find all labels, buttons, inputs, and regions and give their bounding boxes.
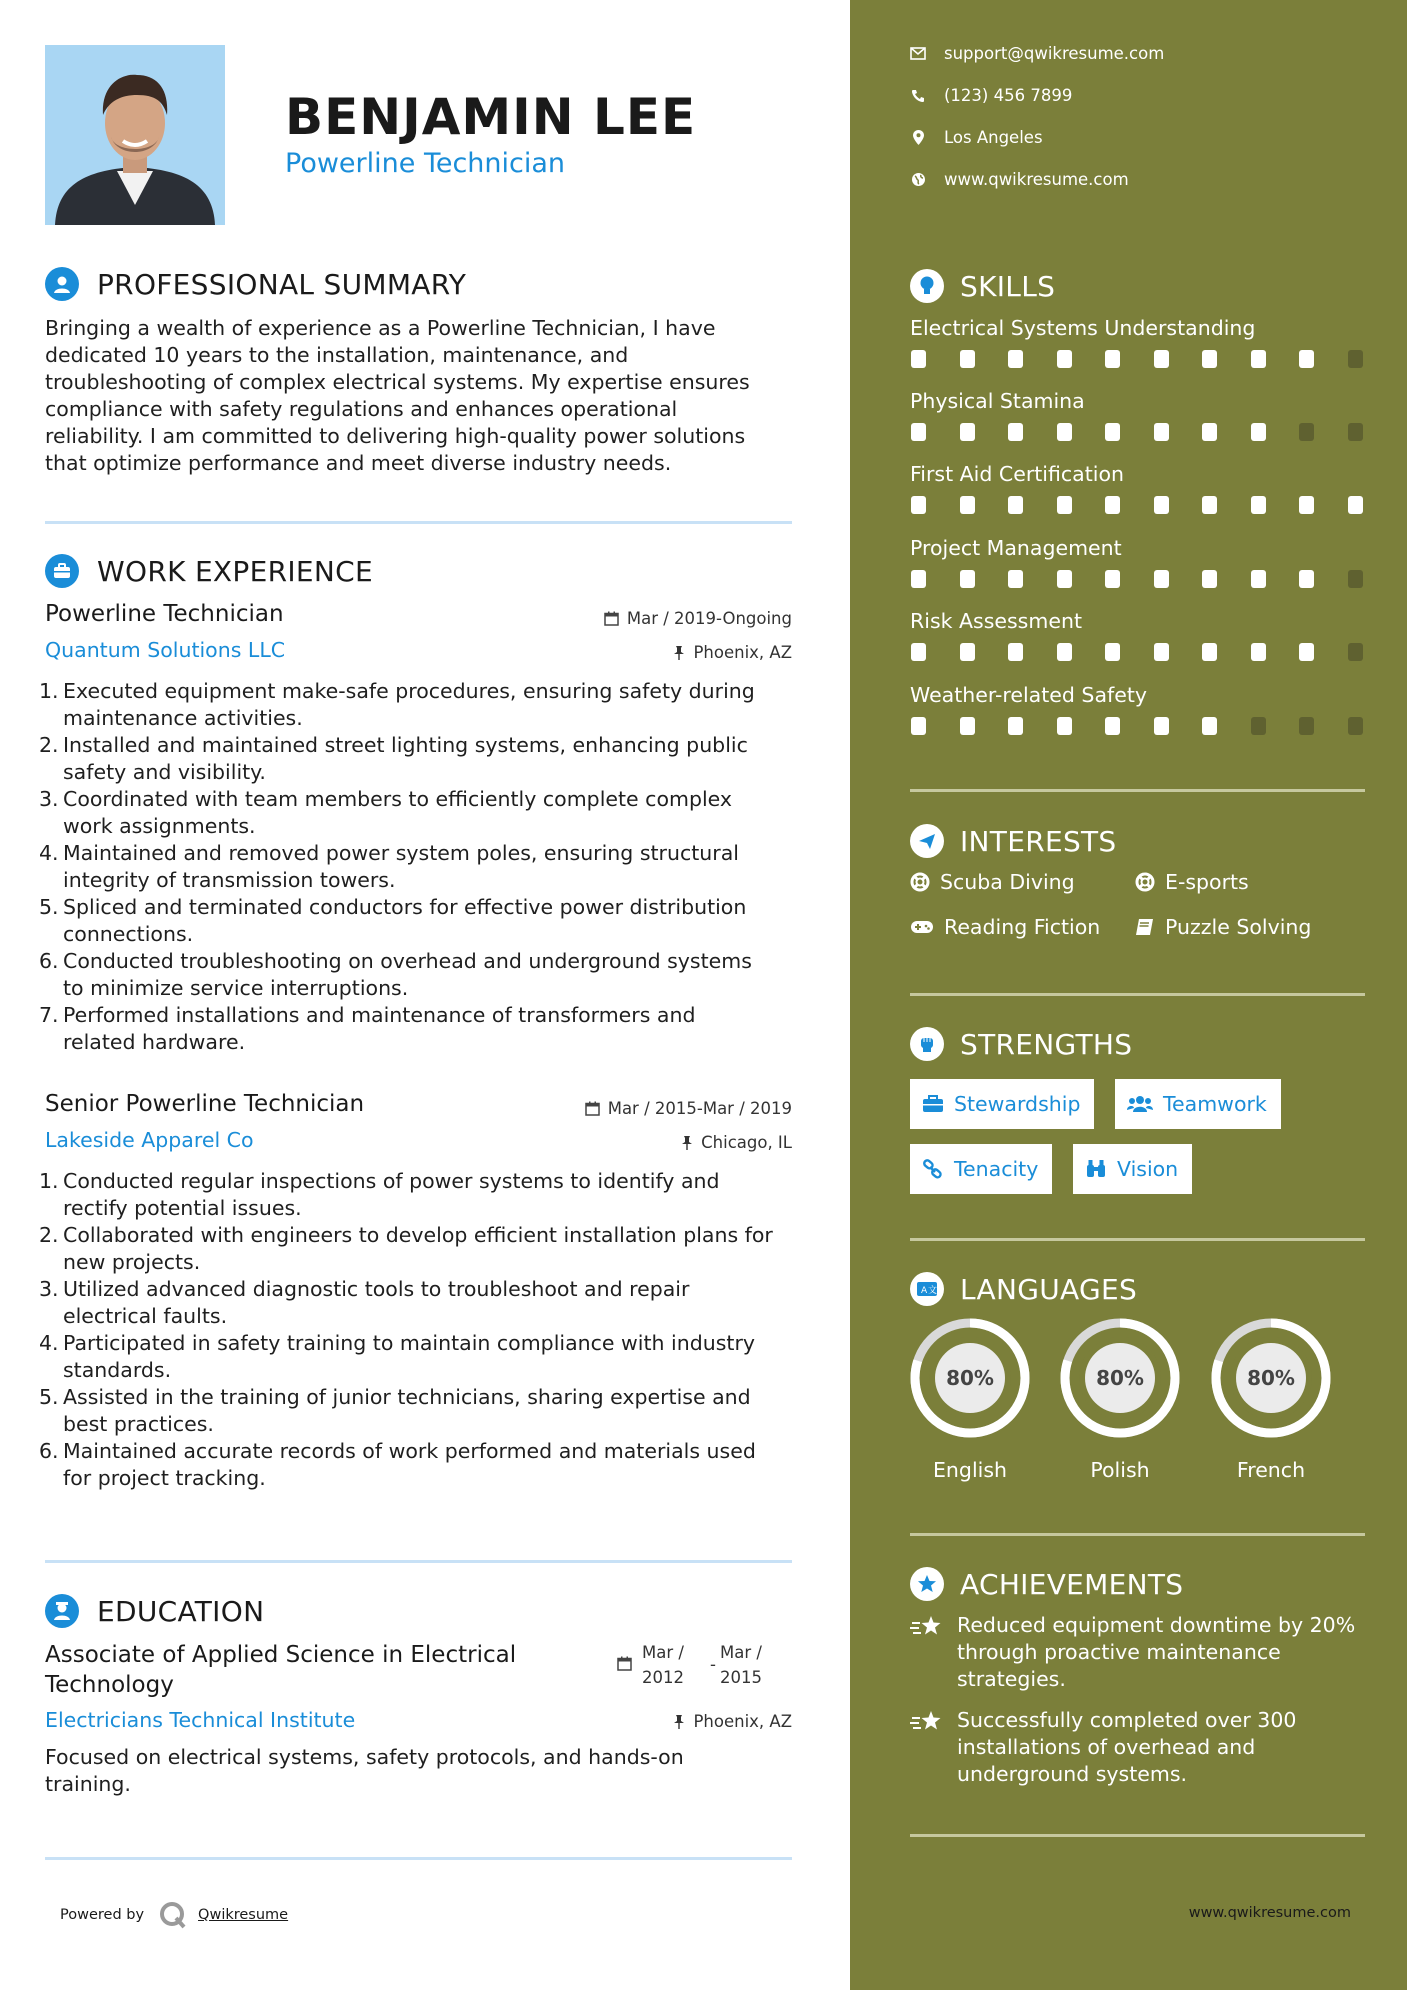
bullet-line: safety and visibility. [63, 760, 266, 784]
skill-item [910, 316, 1370, 340]
experience-title: WORK EXPERIENCE [97, 554, 373, 588]
strength-label: Tenacity [954, 1157, 1039, 1181]
skill-level-dot [1154, 350, 1169, 368]
skill-item [910, 389, 1370, 413]
skill-name: Physical Stamina [910, 389, 1085, 413]
skill-level-dot [1057, 570, 1072, 588]
achievements-title: ACHIEVEMENTS [960, 1567, 1184, 1601]
lifebuoy-icon [1135, 872, 1155, 892]
interest-item [910, 915, 1100, 939]
language-icon [910, 1272, 944, 1306]
strength-label: Teamwork [1163, 1092, 1267, 1116]
pin-icon [673, 645, 685, 660]
date-separator: - [710, 1655, 716, 1674]
map-marker-icon [910, 130, 926, 146]
summary-heading [45, 266, 466, 302]
skill-level-dot [1057, 643, 1072, 661]
bullet-line: Performed installations and maintenance of transformers and [63, 1003, 696, 1027]
skill-level-dot [911, 570, 926, 588]
skills-title: SKILLS [960, 269, 1056, 303]
skill-level-dot [960, 570, 975, 588]
list-item: 4. Maintained and removed power system poles, ensuring structural integrity of transmission towers. [39, 840, 799, 894]
divider [910, 1533, 1365, 1536]
lifebuoy-icon [910, 872, 930, 892]
skill-level [910, 423, 1370, 443]
bullet-line: best practices. [63, 1412, 214, 1436]
skill-level-dot [1057, 717, 1072, 735]
calendar-icon [617, 1656, 632, 1671]
strength-label: Stewardship [954, 1092, 1081, 1116]
contact-phone [910, 86, 1072, 105]
pin-icon [681, 1135, 693, 1150]
skill-level-dot [1202, 423, 1217, 441]
skill-name: Weather-related Safety [910, 683, 1148, 707]
school-name: Electricians Technical Institute [45, 1708, 356, 1732]
description-line: Focused on electrical systems, safety protocols, and hands-on [45, 1745, 684, 1769]
skill-level-dot [1057, 423, 1072, 441]
strength-badge [910, 1144, 1052, 1194]
summary-line: reliability. I am committed to delivering high-quality power solutions [45, 424, 746, 448]
list-item: 7. Performed installations and maintenance of transformers and related hardware. [39, 1002, 799, 1056]
skill-level-dot [1105, 423, 1120, 441]
bullet-line: to minimize service interruptions. [63, 976, 409, 1000]
list-item: 1. Executed equipment make-safe procedures, ensuring safety during maintenance activities. [39, 678, 799, 732]
education-dates [617, 1640, 762, 1690]
job-dates [585, 1099, 792, 1118]
education-end [720, 1640, 762, 1690]
skill-level [910, 717, 1370, 737]
bullet-line: Maintained and removed power system poles, ensuring structural [63, 841, 739, 865]
skills-heading [910, 269, 1055, 303]
divider [45, 1857, 792, 1860]
bullet-line: integrity of transmission towers. [63, 868, 396, 892]
achievement-line: Successfully completed over 300 [957, 1708, 1297, 1732]
bullet-line: Coordinated with team members to efficiently complete complex [63, 787, 733, 811]
users-icon [1127, 1095, 1153, 1113]
contact-location [910, 128, 1043, 147]
skill-level-dot [1105, 643, 1120, 661]
shooting-star-icon [910, 1614, 944, 1640]
bullet-line: connections. [63, 922, 194, 946]
achievement-item [910, 1612, 1380, 1693]
skill-level-dot [1251, 496, 1266, 514]
strengths-title: STRENGTHS [960, 1027, 1133, 1061]
language-progress-ring [1209, 1316, 1333, 1440]
achievement-text [910, 1707, 1380, 1788]
degree-line: Technology [45, 1672, 174, 1698]
gamepad-icon [910, 919, 934, 935]
skill-level-dot [911, 643, 926, 661]
bullet-line: Conducted regular inspections of power systems to identify and [63, 1169, 720, 1193]
svg-text:文: 文 [928, 1286, 938, 1296]
list-item: 1. Conducted regular inspections of power systems to identify and rectify potential issues. [39, 1168, 799, 1222]
job-location [673, 643, 792, 662]
contact-email-text[interactable]: support@qwikresume.com [944, 44, 1165, 63]
skill-level-dot [1348, 496, 1363, 514]
skill-level-dot [1348, 350, 1363, 368]
bullet-line: Conducted troubleshooting on overhead and underground systems [63, 949, 752, 973]
achievement-line: Reduced equipment downtime by 20% [957, 1613, 1356, 1637]
bullet-line: maintenance activities. [63, 706, 303, 730]
skill-level-dot [960, 717, 975, 735]
graduate-icon [45, 1594, 79, 1628]
bullet-line: Spliced and terminated conductors for effective power distribution [63, 895, 747, 919]
paper-plane-icon [910, 824, 944, 858]
fist-icon [910, 1027, 944, 1061]
skill-level [910, 643, 1370, 663]
pin-icon [673, 1714, 685, 1729]
bullet-line: related hardware. [63, 1030, 246, 1054]
language-progress-ring [1058, 1316, 1182, 1440]
interest-label: E-sports [1165, 870, 1249, 894]
bullet-line: Assisted in the training of junior technicians, sharing expertise and [63, 1385, 751, 1409]
divider [45, 1560, 792, 1563]
interest-label: Reading Fiction [944, 915, 1101, 939]
candidate-role: Powerline Technician [285, 148, 566, 179]
skill-name: First Aid Certification [910, 462, 1125, 486]
skill-level-dot [1008, 496, 1023, 514]
list-item: 4. Participated in safety training to maintain compliance with industry standards. [39, 1330, 799, 1384]
user-icon [45, 267, 79, 301]
strength-label: Vision [1117, 1157, 1179, 1181]
shooting-star-icon [910, 1709, 944, 1735]
summary-text [45, 315, 795, 477]
calendar-icon [604, 611, 619, 626]
achievement-line: underground systems. [957, 1762, 1188, 1786]
footer-url[interactable]: www.qwikresume.com [1188, 1905, 1351, 1921]
interest-item [910, 870, 1075, 894]
job-dates-text: Mar / 2015-Mar / 2019 [607, 1099, 792, 1118]
job-company: Lakeside Apparel Co [45, 1128, 254, 1152]
bullet-line: Utilized advanced diagnostic tools to troubleshoot and repair [63, 1277, 690, 1301]
skill-level-dot [1299, 643, 1314, 661]
skill-item [910, 683, 1370, 707]
skill-level-dot [1008, 643, 1023, 661]
skill-level-dot [911, 496, 926, 514]
achievements-heading [910, 1567, 1183, 1601]
list-item: 3. Coordinated with team members to efficiently complete complex work assignments. [39, 786, 799, 840]
skill-level-dot [1251, 350, 1266, 368]
job-bullets [39, 1168, 799, 1492]
skill-level-dot [1057, 350, 1072, 368]
lightbulb-icon [910, 269, 944, 303]
skill-level-dot [1154, 570, 1169, 588]
bullet-line: Collaborated with engineers to develop efficient installation plans for [63, 1223, 773, 1247]
skill-level-dot [960, 643, 975, 661]
phone-icon [910, 88, 926, 104]
skill-level-dot [1348, 717, 1363, 735]
interest-item [1135, 915, 1311, 939]
languages-heading [910, 1272, 1137, 1306]
education-description [45, 1744, 792, 1798]
envelope-icon [910, 46, 926, 62]
job-location-text: Chicago, IL [701, 1133, 792, 1152]
skill-level [910, 570, 1370, 590]
star-badge-icon [910, 1567, 944, 1601]
achievement-text [910, 1612, 1380, 1693]
date-part: Mar / [719, 1643, 762, 1662]
svg-text:A: A [921, 1286, 928, 1296]
education-location [673, 1712, 792, 1731]
skill-level-dot [1202, 643, 1217, 661]
skill-level-dot [1105, 350, 1120, 368]
education-heading [45, 1593, 264, 1629]
skill-level-dot [1299, 350, 1314, 368]
skill-level [910, 496, 1370, 516]
bullet-line: Participated in safety training to maintain compliance with industry [63, 1331, 756, 1355]
skill-level-dot [1299, 496, 1314, 514]
skill-level-dot [1348, 570, 1363, 588]
book-icon [1135, 917, 1155, 937]
interest-label: Puzzle Solving [1165, 915, 1312, 939]
job-dates-text: Mar / 2019-Ongoing [626, 609, 792, 628]
job-location [681, 1133, 792, 1152]
experience-heading [45, 553, 373, 589]
skill-level-dot [960, 423, 975, 441]
list-item: 2. Installed and maintained street lighting systems, enhancing public safety and visibility. [39, 732, 799, 786]
skill-level-dot [911, 423, 926, 441]
bullet-line: electrical faults. [63, 1304, 228, 1328]
skill-level-dot [1008, 717, 1023, 735]
skill-level-dot [1202, 350, 1217, 368]
education-location-text: Phoenix, AZ [693, 1712, 792, 1731]
job-title: Powerline Technician [45, 601, 284, 627]
summary-line: dedicated 10 years to the installation, maintenance, and [45, 343, 629, 367]
achievement-line: installations of overhead and [957, 1735, 1256, 1759]
skill-name: Project Management [910, 536, 1122, 560]
interest-item [1135, 870, 1249, 894]
bullet-line: work assignments. [63, 814, 256, 838]
skill-level-dot [960, 350, 975, 368]
language-percent: 80% [1096, 1366, 1144, 1390]
summary-line: Bringing a wealth of experience as a Powerline Technician, I have [45, 316, 716, 340]
achievement-item [910, 1707, 1380, 1788]
powered-by-label: Powered by [60, 1907, 145, 1923]
languages-title: LANGUAGES [960, 1272, 1138, 1306]
language-name: English [932, 1458, 1008, 1482]
skill-item [910, 536, 1370, 560]
contact-location-text: Los Angeles [944, 128, 1043, 147]
list-item: 6. Maintained accurate records of work performed and materials used for project tracking. [39, 1438, 799, 1492]
link-icon [922, 1159, 944, 1179]
skill-level-dot [1348, 423, 1363, 441]
achievement-line: strategies. [957, 1667, 1066, 1691]
list-item: 2. Collaborated with engineers to develop efficient installation plans for new projects. [39, 1222, 799, 1276]
divider [910, 1834, 1365, 1837]
summary-title: PROFESSIONAL SUMMARY [97, 267, 467, 301]
education-title: EDUCATION [97, 1594, 265, 1628]
skill-level-dot [1202, 496, 1217, 514]
summary-line: that optimize performance and meet diverse industry needs. [45, 451, 672, 475]
bullet-line: Maintained accurate records of work performed and materials used [63, 1439, 756, 1463]
candidate-name: BENJAMIN LEE [285, 88, 697, 146]
contact-phone-text: (123) 456 7899 [944, 86, 1073, 105]
globe-icon [910, 172, 926, 188]
bullet-line: standards. [63, 1358, 172, 1382]
skill-level-dot [911, 717, 926, 735]
job-bullets [39, 678, 799, 1056]
language-item [1209, 1316, 1333, 1482]
skill-level-dot [1251, 717, 1266, 735]
skill-level-dot [1202, 570, 1217, 588]
skill-level-dot [1105, 717, 1120, 735]
achievement-line: through proactive maintenance [957, 1640, 1281, 1664]
sidebar [850, 0, 1407, 1990]
skill-level [910, 350, 1370, 370]
summary-line: compliance with safety regulations and enhances operational [45, 397, 678, 421]
list-item: 3. Utilized advanced diagnostic tools to troubleshoot and repair electrical faults. [39, 1276, 799, 1330]
brand-link[interactable]: Qwikresume [198, 1907, 289, 1923]
skill-level-dot [1299, 423, 1314, 441]
job-company: Quantum Solutions LLC [45, 638, 286, 662]
skill-level-dot [960, 496, 975, 514]
skill-name: Risk Assessment [910, 609, 1082, 633]
job-location-text: Phoenix, AZ [693, 643, 792, 662]
bullet-line: for project tracking. [63, 1466, 266, 1490]
interests-title: INTERESTS [960, 824, 1117, 858]
summary-line: troubleshooting of complex electrical systems. My expertise ensures [45, 370, 750, 394]
degree-line: Associate of Applied Science in Electrical [45, 1642, 517, 1668]
skill-level-dot [1299, 570, 1314, 588]
skill-level-dot [1008, 350, 1023, 368]
date-part: 2012 [642, 1668, 684, 1687]
strength-badge [1073, 1144, 1192, 1194]
language-percent: 80% [1247, 1366, 1295, 1390]
contact-website-text[interactable]: www.qwikresume.com [944, 170, 1129, 189]
divider [910, 993, 1365, 996]
qwikresume-logo-icon [158, 1900, 188, 1930]
contact-website [910, 170, 1129, 189]
skill-level-dot [1251, 643, 1266, 661]
bullet-line: rectify potential issues. [63, 1196, 302, 1220]
skill-level-dot [1299, 717, 1314, 735]
language-item [1058, 1316, 1182, 1482]
language-name: Polish [1090, 1458, 1150, 1482]
divider [910, 1238, 1365, 1241]
date-part: Mar / [642, 1643, 684, 1662]
degree-title [45, 1640, 565, 1700]
bullet-line: Executed equipment make-safe procedures, ensuring safety during [63, 679, 755, 703]
skill-level-dot [1348, 643, 1363, 661]
divider [910, 789, 1365, 792]
job-dates [604, 609, 792, 628]
strengths-heading [910, 1027, 1132, 1061]
language-item [908, 1316, 1032, 1482]
skill-level-dot [1057, 496, 1072, 514]
skill-item [910, 462, 1370, 486]
language-percent: 80% [946, 1366, 994, 1390]
contact-email [910, 44, 1164, 63]
bullet-line: new projects. [63, 1250, 201, 1274]
strength-badge [1115, 1079, 1281, 1129]
skill-level-dot [1154, 496, 1169, 514]
profile-photo [45, 45, 225, 225]
powered-by [60, 1900, 288, 1930]
skill-level-dot [1154, 717, 1169, 735]
avatar [45, 45, 225, 225]
strength-badge [910, 1079, 1094, 1129]
bullet-line: Installed and maintained street lighting systems, enhancing public [63, 733, 748, 757]
divider [45, 521, 792, 524]
briefcase-icon [922, 1095, 944, 1113]
language-progress-ring [908, 1316, 1032, 1440]
skill-name: Electrical Systems Understanding [910, 316, 1256, 340]
list-item: 6. Conducted troubleshooting on overhead and underground systems to minimize service interruptions. [39, 948, 799, 1002]
date-part: 2015 [719, 1668, 762, 1687]
binoculars-icon [1085, 1159, 1107, 1179]
skill-level-dot [911, 350, 926, 368]
language-name: French [1236, 1458, 1306, 1482]
skill-level-dot [1251, 423, 1266, 441]
briefcase-icon [45, 554, 79, 588]
skill-item [910, 609, 1370, 633]
skill-level-dot [1008, 423, 1023, 441]
skill-level-dot [1251, 570, 1266, 588]
description-line: training. [45, 1772, 131, 1796]
skill-level-dot [1008, 570, 1023, 588]
list-item: 5. Assisted in the training of junior technicians, sharing expertise and best practices. [39, 1384, 799, 1438]
calendar-icon [585, 1101, 600, 1116]
skill-level-dot [1154, 643, 1169, 661]
interest-label: Scuba Diving [940, 870, 1075, 894]
job-title: Senior Powerline Technician [45, 1091, 365, 1117]
education-start [642, 1640, 684, 1690]
list-item: 5. Spliced and terminated conductors for effective power distribution connections. [39, 894, 799, 948]
skill-level-dot [1202, 717, 1217, 735]
skill-level-dot [1105, 496, 1120, 514]
skill-level-dot [1105, 570, 1120, 588]
interests-heading [910, 824, 1117, 858]
skill-level-dot [1154, 423, 1169, 441]
